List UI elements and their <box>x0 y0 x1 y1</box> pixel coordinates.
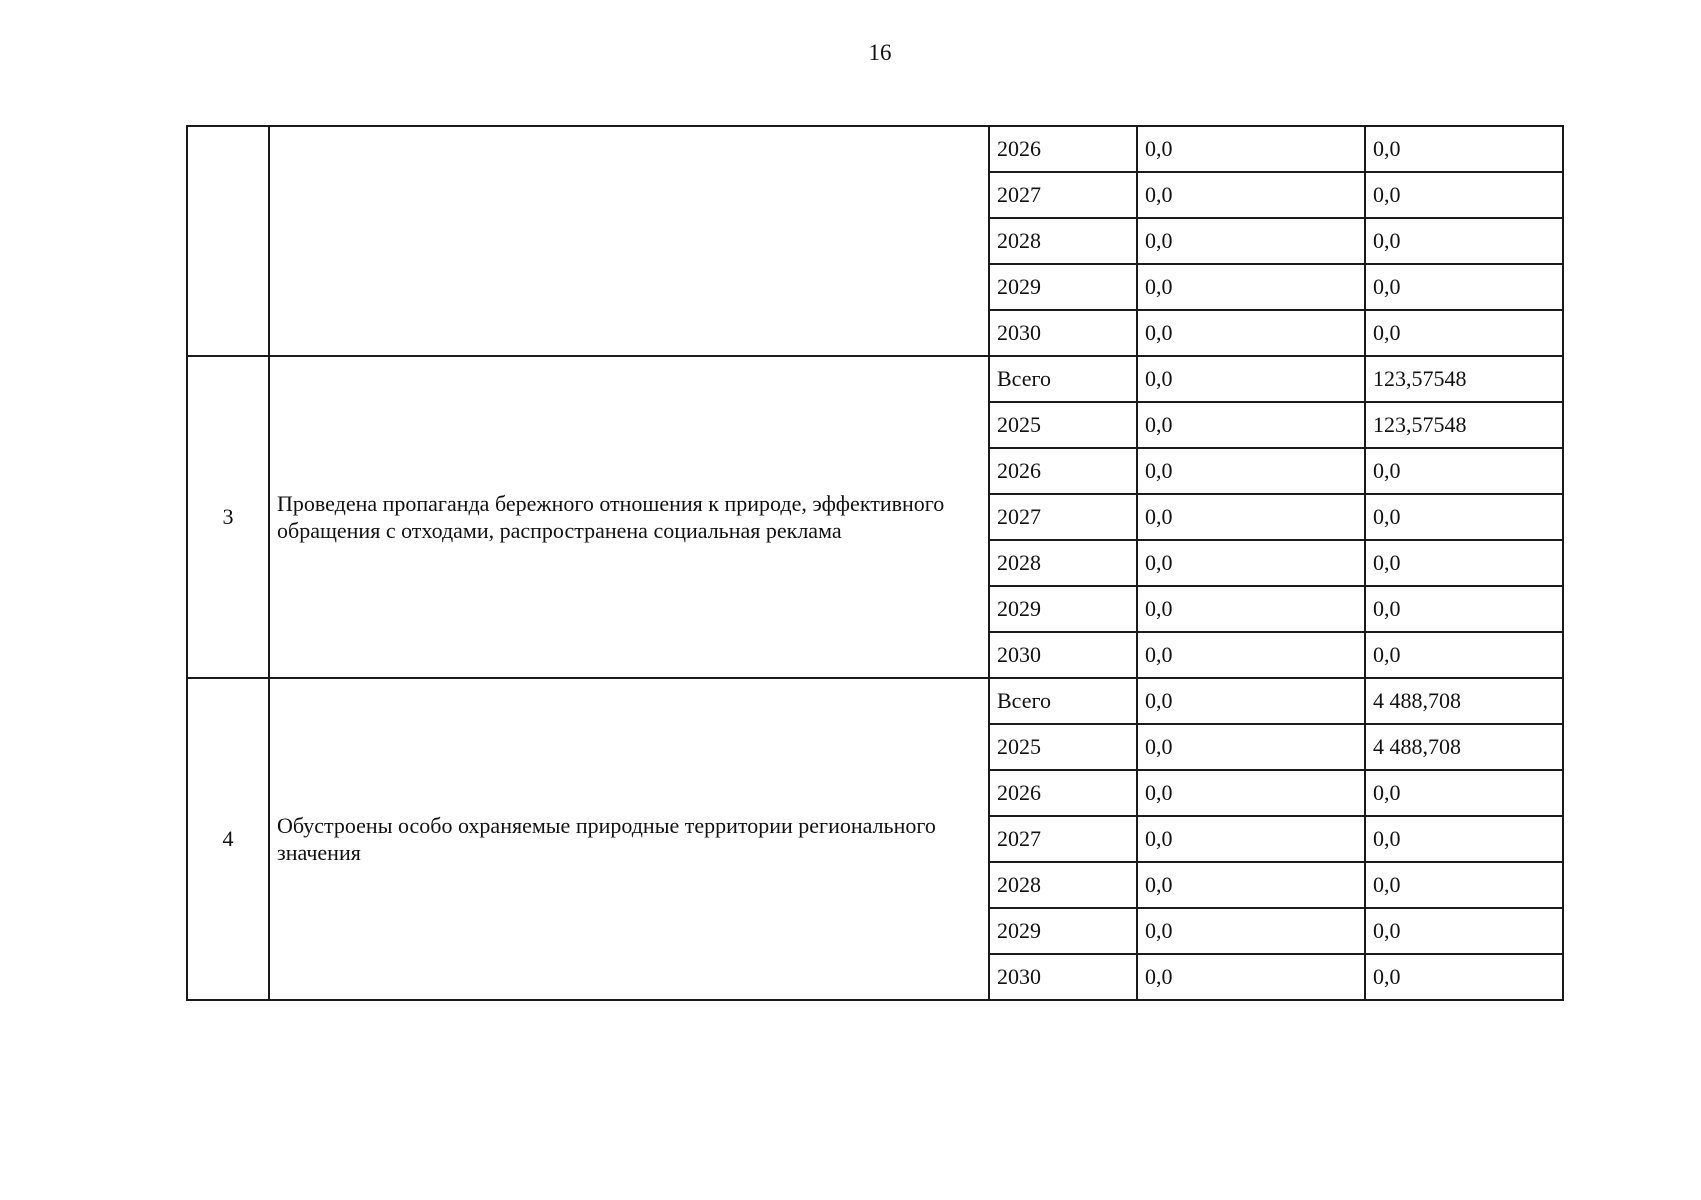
period-cell: Всего <box>989 356 1137 402</box>
value-a-cell: 0,0 <box>1137 540 1365 586</box>
value-b-cell: 123,57548 <box>1365 402 1563 448</box>
funding-table <box>186 125 1564 1001</box>
value-b-cell: 0,0 <box>1365 126 1563 172</box>
period-cell: 2030 <box>989 632 1137 678</box>
value-b-cell: 0,0 <box>1365 908 1563 954</box>
value-b-cell: 4 488,708 <box>1365 724 1563 770</box>
value-a-cell: 0,0 <box>1137 632 1365 678</box>
value-a-cell: 0,0 <box>1137 172 1365 218</box>
value-b-cell: 0,0 <box>1365 310 1563 356</box>
period-cell: 2026 <box>989 126 1137 172</box>
item-number <box>187 126 269 356</box>
item-description-cell <box>269 678 989 1000</box>
value-a-cell: 0,0 <box>1137 218 1365 264</box>
period-cell: 2027 <box>989 816 1137 862</box>
value-b-cell: 0,0 <box>1365 264 1563 310</box>
value-a-cell: 0,0 <box>1137 356 1365 402</box>
period-cell: 2029 <box>989 586 1137 632</box>
value-b-cell: 0,0 <box>1365 448 1563 494</box>
table-row <box>187 126 1563 172</box>
value-a-cell: 0,0 <box>1137 908 1365 954</box>
period-cell: 2030 <box>989 310 1137 356</box>
table-row <box>187 356 1563 402</box>
period-cell: Всего <box>989 678 1137 724</box>
value-b-cell: 0,0 <box>1365 172 1563 218</box>
period-cell: 2026 <box>989 448 1137 494</box>
period-cell: 2025 <box>989 724 1137 770</box>
period-cell: 2029 <box>989 264 1137 310</box>
item-description: Обустроены особо охраняемые природные территории регионального значения <box>277 813 936 865</box>
period-cell: 2028 <box>989 862 1137 908</box>
item-description-cell <box>269 126 989 356</box>
period-cell: 2026 <box>989 770 1137 816</box>
item-number: 4 <box>187 678 269 1000</box>
value-b-cell: 0,0 <box>1365 218 1563 264</box>
value-a-cell: 0,0 <box>1137 816 1365 862</box>
value-b-cell: 4 488,708 <box>1365 678 1563 724</box>
table-row <box>187 678 1563 724</box>
value-a-cell: 0,0 <box>1137 310 1365 356</box>
period-cell: 2025 <box>989 402 1137 448</box>
item-number: 3 <box>187 356 269 678</box>
value-b-cell: 0,0 <box>1365 540 1563 586</box>
value-b-cell: 123,57548 <box>1365 356 1563 402</box>
item-description: Проведена пропаганда бережного отношения к природе, эффективного обращения с отходами, распространена социальная реклама <box>277 491 945 543</box>
period-cell: 2027 <box>989 494 1137 540</box>
value-a-cell: 0,0 <box>1137 494 1365 540</box>
period-cell: 2028 <box>989 218 1137 264</box>
value-b-cell: 0,0 <box>1365 632 1563 678</box>
value-b-cell: 0,0 <box>1365 862 1563 908</box>
value-a-cell: 0,0 <box>1137 264 1365 310</box>
period-cell: 2030 <box>989 954 1137 1000</box>
period-cell: 2027 <box>989 172 1137 218</box>
value-b-cell: 0,0 <box>1365 494 1563 540</box>
page-number: 16 <box>868 40 892 65</box>
period-cell: 2028 <box>989 540 1137 586</box>
value-b-cell: 0,0 <box>1365 816 1563 862</box>
value-b-cell: 0,0 <box>1365 586 1563 632</box>
value-a-cell: 0,0 <box>1137 724 1365 770</box>
value-a-cell: 0,0 <box>1137 586 1365 632</box>
value-a-cell: 0,0 <box>1137 448 1365 494</box>
value-a-cell: 0,0 <box>1137 862 1365 908</box>
value-b-cell: 0,0 <box>1365 770 1563 816</box>
value-a-cell: 0,0 <box>1137 678 1365 724</box>
period-cell: 2029 <box>989 908 1137 954</box>
table-body <box>187 126 1563 1000</box>
value-b-cell: 0,0 <box>1365 954 1563 1000</box>
value-a-cell: 0,0 <box>1137 126 1365 172</box>
value-a-cell: 0,0 <box>1137 954 1365 1000</box>
value-a-cell: 0,0 <box>1137 770 1365 816</box>
item-description-cell <box>269 356 989 678</box>
value-a-cell: 0,0 <box>1137 402 1365 448</box>
